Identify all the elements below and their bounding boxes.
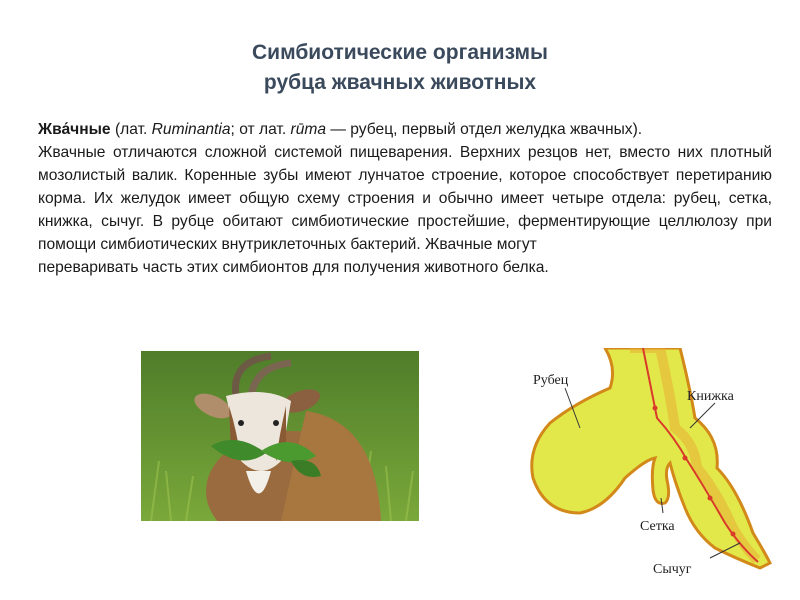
definition-text-b: ; от лат. — [230, 121, 291, 138]
stomach-diagram — [505, 348, 795, 588]
description-text: Жвачные отличаются сложной системой пищеварения. Верхних резцов нет, вместо них плотный мозолистый валик. Коренные зубы имеют лунчатое строение, которое способствует перетиранию корма. Их желудок имеет общую схему строения и обычно имеет четыре отдела: рубец, сетка, книжка, сычуг. В рубце обитают симбиотические простейшие, ферментирующие целлюлозу при помощи симбиотических внутриклеточных бактерий. Жвачные могут — [38, 144, 772, 253]
definition-text-a: (лат. — [110, 121, 152, 138]
title-line-1: Симбиотические организмы — [252, 41, 548, 64]
slide-title — [0, 38, 800, 98]
body-text — [38, 118, 772, 279]
definition-text-c: — рубец, первый отдел желудка жвачных). — [326, 121, 643, 138]
latin-root: rūma — [290, 121, 327, 138]
title-line-2: рубца жвачных животных — [263, 71, 537, 94]
label-reticulum: Сетка — [640, 519, 675, 534]
definition — [38, 118, 772, 141]
label-omasum: Книжка — [687, 389, 734, 404]
label-abomasum: Сычуг — [653, 562, 692, 577]
description-paragraph — [38, 141, 772, 256]
term: Жва́чные — [38, 121, 111, 138]
goat-photo — [141, 351, 419, 521]
description-last-line: переваривать часть этих симбионтов для получения животного белка. — [38, 259, 549, 276]
label-rumen: Рубец — [533, 373, 569, 388]
latin-name: Ruminantia — [151, 121, 231, 138]
